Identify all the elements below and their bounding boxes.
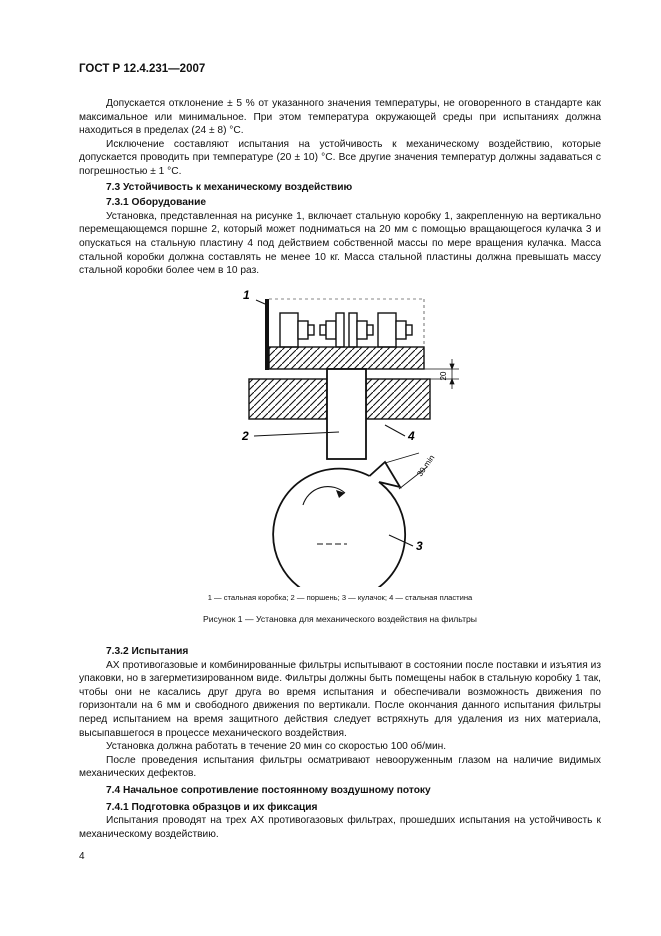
figure-caption: Рисунок 1 — Установка для механического воздействия на фильтры: [203, 614, 477, 624]
page-number: 4: [79, 851, 85, 862]
section-heading-7-3: 7.3 Устойчивость к механическому воздействию: [106, 181, 353, 193]
dimension-30-label: 30 min: [415, 453, 437, 479]
text-block-bottom: [79, 645, 601, 841]
section-heading-7-4-1: 7.4.1 Подготовка образцов и их фиксация: [106, 801, 318, 813]
steel-box: [265, 299, 424, 370]
dimension-20-label: 20: [439, 371, 448, 381]
figure-label-4: 4: [408, 429, 415, 443]
paragraph-samples: Испытания проводят на трех АХ противогазовых фильтрах, прошедших испытания на устойчивость к механическому воздействию.: [79, 815, 601, 840]
document-header: ГОСТ Р 12.4.231—2007: [79, 63, 206, 75]
text-block-top: [79, 97, 601, 278]
section-heading-7-3-2: 7.3.2 Испытания: [106, 646, 189, 657]
figure-label-2: 2: [242, 429, 249, 443]
paragraph-tests: АХ противогазовые и комбинированные фильтры испытывают в состоянии после поставки и изъятия из упаковки, но в загерметизированном виде. Фильтры должны быть помещены набок в стальную коробку 1 так, чтобы они не касались друг друга во время испытания и обеспечивали возможность движения по горизонтали на 6 мм и свободного движения по вертикали. После окончания данного испытания фильтры перед испытанием на время защитного действия следует встряхнуть для удаления из них материала, высыпавшегося в процессе механического воздействия.: [79, 659, 601, 739]
paragraph-equipment: Установка, представленная на рисунке 1, включает стальную коробку 1, закрепленную на вертикально перемещающемся поршне 2, который может подниматься на 20 мм с помощью вращающегося кулачка 3 и опускаться на стальную пластину 4 под действием собственной массы по мере вращения кулачка. Масса стальной коробки должна составлять не менее 10 кг. Масса стальной пластины должна превышать массу стальной коробки более чем в 10 раз.: [79, 210, 601, 277]
section-heading-7-3-1: 7.3.1 Оборудование: [106, 197, 206, 209]
section-heading-7-4: 7.4 Начальное сопротивление постоянному воздушному потоку: [106, 784, 431, 796]
paragraph-inspection: После проведения испытания фильтры осматривают невооруженным глазом на наличие видимых механических дефектов.: [79, 754, 601, 780]
piston: [327, 369, 366, 459]
paragraph-duration: Установка должна работать в течение 20 мин со скоростью 100 об/мин.: [106, 741, 447, 753]
paragraph-exception: Исключение составляют испытания на устойчивость к механическому воздействию, которые допускается проводить при температуре (20 ± 10) °С. Все другие значения температур должны задаваться с погрешностью ± 1 °С.: [79, 138, 601, 177]
figure-legend: 1 — стальная коробка; 2 — поршень; 3 — кулачок; 4 — стальная пластина: [207, 593, 473, 602]
figure-1-apparatus-drawing: [79, 287, 601, 587]
cam: [273, 462, 405, 587]
paragraph-tolerance: Допускается отклонение ± 5 % от указанного значения температуры, не оговоренного в стандарте как максимальное или минимальное. При этом температура окружающей среды при испытаниях должна находиться в пределах (24 ± 8) °С.: [79, 98, 601, 137]
figure-label-3: 3: [416, 539, 423, 553]
figure-label-1: 1: [243, 288, 250, 302]
